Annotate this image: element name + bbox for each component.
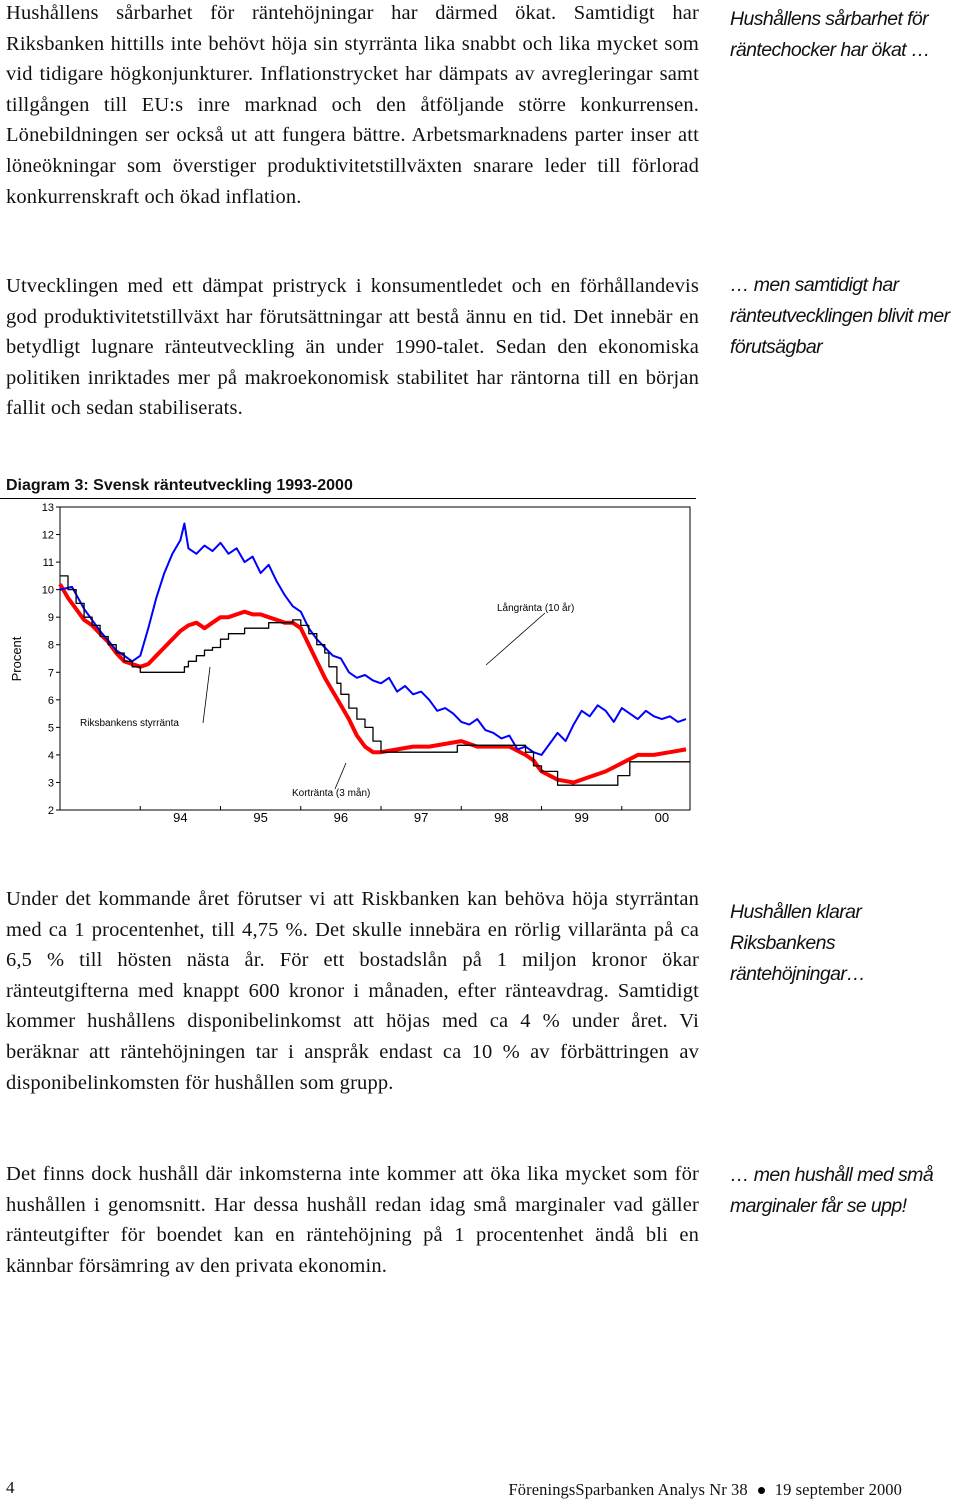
footer	[509, 1480, 902, 1500]
y-tick-label: 2	[47, 805, 54, 817]
sidenote-1: Hushållens sårbarhet för räntechocker har ökat …	[730, 8, 930, 61]
y-tick-label: 10	[41, 584, 54, 597]
annotation-policy-rate-label: Riksbankens styrränta	[80, 718, 179, 729]
y-tick-label: 11	[42, 557, 54, 570]
series-layer	[60, 524, 690, 786]
x-tick-label: 94	[173, 810, 188, 825]
annotation-policy-rate	[80, 667, 210, 729]
sidenote-4: … men hushåll med små marginaler får se upp!	[730, 1164, 934, 1217]
y-tick-label: 9	[47, 612, 54, 625]
annotation-long-rate	[486, 602, 574, 665]
x-tick-label: 00	[654, 810, 670, 825]
x-tick-label: 99	[574, 810, 589, 825]
paragraph-4: Det finns dock hushåll där inkomsterna inte kommer att öka lika mycket som för hushållen i genomsnitt. Har dessa hushåll redan idag små marginaler vad gäller ränteutgifter för boendet kan en räntehöjning på 1 procentenhet ändå bli en kännbar försämring av den privata ekonomin.	[6, 1163, 699, 1277]
y-tick-label: 6	[47, 694, 54, 707]
y-tick-label: 13	[41, 502, 54, 514]
page-number: 4	[6, 1478, 15, 1497]
y-tick-label: 3	[47, 777, 54, 790]
y-axis	[42, 502, 60, 817]
series-short-rate-line	[60, 584, 686, 782]
chart-title: Diagram 3: Svensk ränteutveckling 1993-2000	[6, 477, 353, 494]
y-axis-label: Procent	[9, 636, 24, 682]
y-tick-label: 7	[47, 667, 54, 680]
x-axis	[140, 806, 669, 825]
annotation-short-rate-label: Kortränta (3 mån)	[292, 788, 371, 799]
sidenote-3: Hushållen klarar Riksbankens räntehöjningar…	[730, 901, 866, 985]
sidenote-2: … men samtidigt har ränteutvecklingen blivit mer förutsägbar	[730, 274, 950, 358]
y-tick-label: 5	[47, 722, 54, 735]
paragraph-1: Hushållens sårbarhet för räntehöjningar har därmed ökat. Samtidigt har Riksbanken hittills inte behövt höja sin styrränta lika snabbt och lika mycket som vid tidigare högkonjunkturer. Inflationstrycket har dämpats av avregleringar samt tillgången till EU:s inre marknad och den åtföljande större konkurrensen. Lönebildningen ser också ut att fungera bättre. Arbetsmarknadens parter inser att löneökningar som överstiger produktivitetstillväxten snarare leder till förlorad konkurrenskraft och ökad inflation.	[6, 2, 699, 208]
y-tick-label: 12	[41, 529, 54, 542]
bullet-icon	[758, 1487, 765, 1494]
x-tick-label: 95	[253, 810, 268, 825]
paragraph-3: Under det kommande året förutser vi att Riskbanken kan behöva höja styrräntan med ca 1 procentenhet, till 4,75 %. Det skulle innebära en rörlig villaränta på ca 6,5 % till hösten nästa år. För ett bostadslån på 1 miljon kronor ökar ränteutgifterna med knappt 600 kronor i månaden, efter ränteavdrag. Samtidigt kommer hushållens disponibelinkomst att höjas med ca 4 % under året. Vi beräknar att räntehöjningen tar i anspråk endast ca 10 % av förbättringen av disponibelinkomsten för hushållen som grupp.	[6, 888, 699, 1094]
publication-date: 19 september 2000	[774, 1480, 902, 1499]
annotation-short-rate	[292, 763, 370, 799]
paragraph-2: Utvecklingen med ett dämpat pristryck i konsumentledet och en förhållandevis god produktivitetstillväxt har förutsättningar att bestå ännu en tid. Det innebär en betydligt lugnare ränteutveckling än under 1990-talet. Sedan den ekonomiska politiken inriktades mer på makroekonomisk stabilitet har räntorna till en början fallit och sedan stabiliserats.	[6, 275, 699, 420]
annotation-long-rate-label: Långränta (10 år)	[497, 603, 575, 614]
interest-rate-chart	[0, 499, 700, 829]
x-tick-label: 98	[494, 810, 509, 825]
y-tick-label: 4	[47, 749, 54, 762]
publication-name: FöreningsSparbanken Analys Nr 38	[508, 1480, 748, 1499]
x-tick-label: 97	[413, 810, 429, 825]
y-tick-label: 8	[47, 639, 54, 652]
x-tick-label: 96	[333, 810, 349, 825]
